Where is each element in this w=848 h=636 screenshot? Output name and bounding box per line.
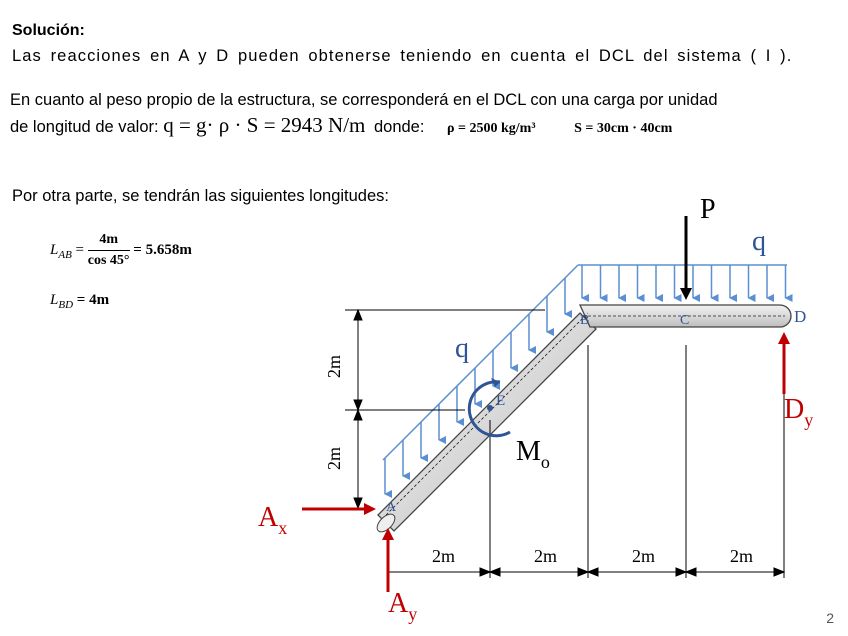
dim-horizontal-1: 2m (432, 546, 456, 566)
lab-equation: $L_{AB}$ = $\frac{4m}{\cos 45^\circ}$ = 5.658m (50, 232, 192, 268)
reactions-paragraph: Las reacciones en A y D pueden obtenerse teniendo en cuenta el DCL del sistema ( I ). (12, 47, 793, 65)
moment-label: $M_o$ (516, 436, 550, 472)
lab-numerator: 4m (88, 232, 130, 251)
donde-label: donde: (373, 118, 425, 136)
dim-vertical-upper: 2m (324, 354, 344, 378)
inclined-beam-AB (378, 313, 596, 531)
point-load-label: P (700, 194, 716, 225)
self-weight-paragraph-line1: En cuanto al peso propio de la estructura, se corresponderá en el DCL con una carga por unidad (10, 91, 718, 109)
solution-heading: Solución: (12, 22, 85, 39)
lbd-symbol: L (50, 292, 59, 308)
dim-horizontal-2: 2m (534, 546, 558, 566)
section-formula: S = 30cm · 40cm (574, 121, 673, 136)
lab-subscript: AB (58, 248, 72, 261)
dim-horizontal-4: 2m (730, 546, 754, 566)
lab-denominator: cos 45° (87, 253, 130, 268)
line2-prefix: de longitud de valor: (10, 118, 159, 136)
dim-vertical-lower: 2m (324, 446, 344, 470)
page-number: 2 (826, 610, 834, 626)
distributed-load-horizontal (578, 265, 787, 298)
q-top-label: q (752, 226, 766, 257)
q-inclined-label: q (455, 333, 469, 364)
lab-symbol: L (50, 241, 59, 258)
density-formula: ρ = 2500 kg/m³ (447, 121, 536, 136)
point-D-label: D (794, 307, 807, 326)
reaction-Ay-arrow (382, 528, 394, 592)
reaction-Ay-label: $A_y$ (388, 588, 418, 624)
lbd-subscript: BD (58, 299, 74, 311)
lbd-result: = 4m (76, 292, 110, 308)
reaction-Ax-label: $A_x$ (258, 502, 288, 538)
dim-horizontal-3: 2m (632, 546, 656, 566)
point-E-label: E (496, 393, 506, 409)
q-formula: q = g· ρ · S = 2943 N/m (163, 113, 366, 137)
point-B-label: B (580, 313, 590, 328)
reaction-Dy-arrow (778, 332, 790, 394)
point-load-arrow (680, 216, 692, 300)
reaction-Ax-arrow (302, 503, 376, 515)
point-C-label: C (680, 313, 690, 328)
point-E-dot (487, 405, 493, 411)
lengths-paragraph: Por otra parte, se tendrán las siguientes longitudes: (12, 187, 389, 205)
reaction-Dy-label: $D_y$ (784, 394, 814, 430)
lab-result: = 5.658m (133, 241, 192, 258)
point-A-label: A (386, 500, 397, 515)
